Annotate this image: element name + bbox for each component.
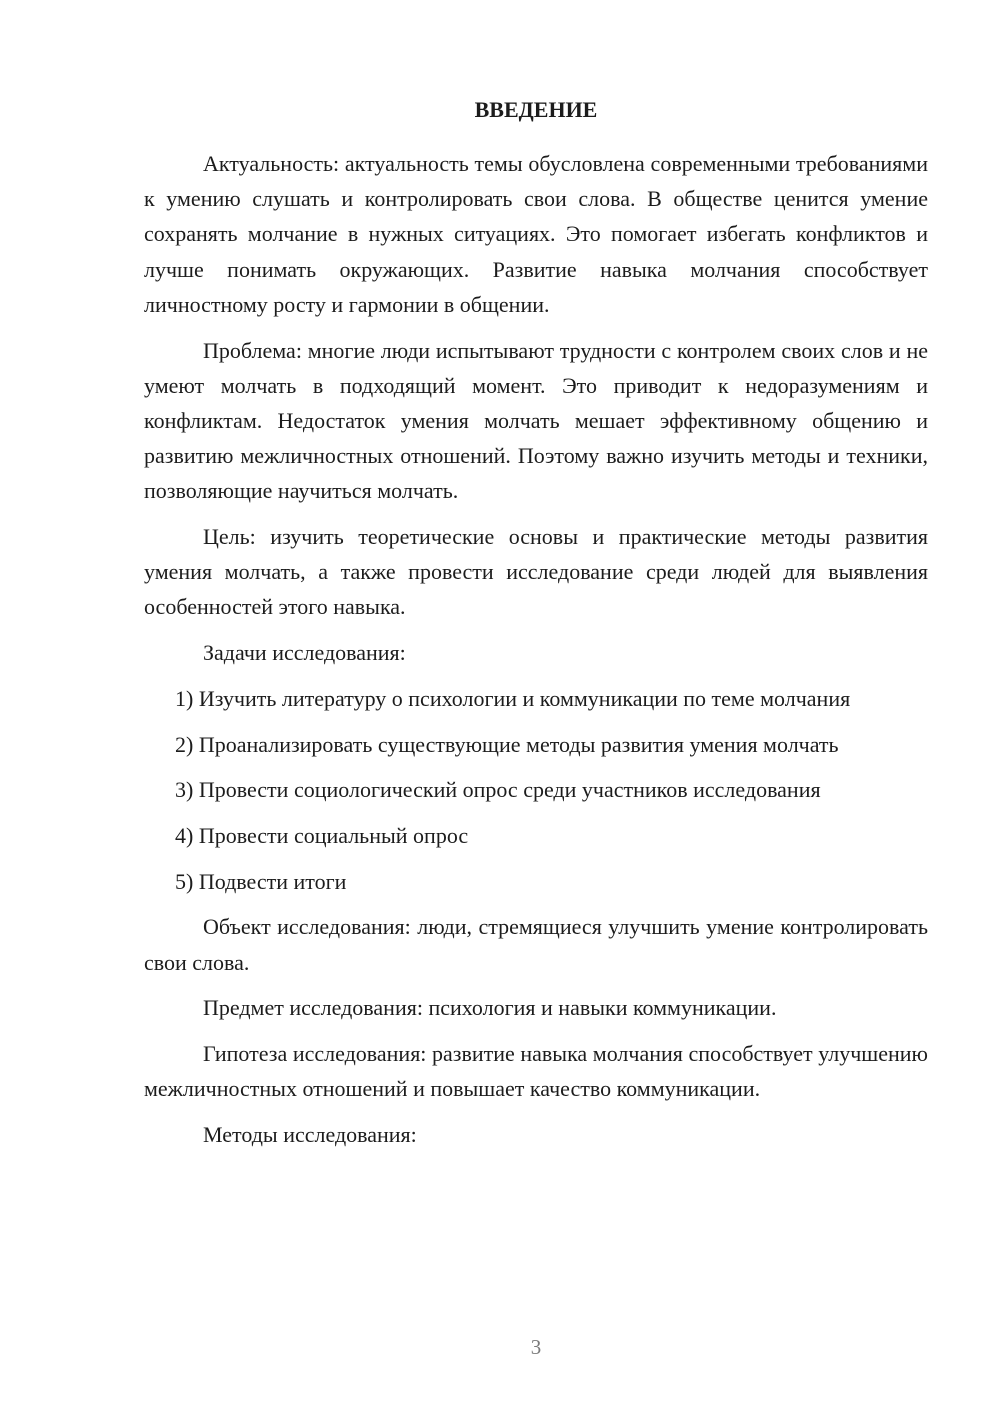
subject-paragraph: Предмет исследования: психология и навыки коммуникации. <box>203 995 777 1021</box>
problem-paragraph: Проблема: многие люди испытывают трудности с контролем своих слов и не умеют молчать в подходящий момент. Это приводит к недоразумениям и конфликтам. Недостаток умения молчать мешает эффективному общению и развитию межличностных отношений. Поэтому важно изучить методы и техники, позволяющие научиться молчать. <box>144 337 928 504</box>
document-page <box>144 96 928 1163</box>
task-item: 3) Провести социологический опрос среди участников исследования <box>175 777 821 803</box>
task-item: 2) Проанализировать существующие методы развития умения молчать <box>175 731 839 757</box>
hypothesis-paragraph: Гипотеза исследования: развитие навыка молчания способствует улучшению межличностных отношений и повышает качество коммуникации. <box>144 1040 928 1102</box>
section-heading: ВВЕДЕНИЕ <box>474 97 598 122</box>
relevance-paragraph: Актуальность: актуальность темы обусловлена современными требованиями к умению слушать и контролировать свои слова. В обществе ценится умение сохранять молчание в нужных ситуациях. Это помогает избегать конфликтов и лучше понимать окружающих. Развитие навыка молчания способствует личностному росту и гармонии в общении. <box>144 151 928 317</box>
task-item: 5) Подвести итоги <box>175 868 347 894</box>
goal-paragraph: Цель: изучить теоретические основы и практические методы развития умения молчать, а также провести исследование среди людей для выявления особенностей этого навыка. <box>144 524 928 620</box>
task-item: 4) Провести социальный опрос <box>175 822 469 848</box>
page-number: 3 <box>530 1335 542 1359</box>
object-paragraph: Объект исследования: люди, стремящиеся улучшить умение контролировать свои слова. <box>144 914 928 975</box>
methods-paragraph: Методы исследования: <box>203 1121 417 1147</box>
task-item: 1) Изучить литературу о психологии и коммуникации по теме молчания <box>175 685 851 711</box>
tasks-heading-paragraph: Задачи исследования: <box>203 640 406 666</box>
